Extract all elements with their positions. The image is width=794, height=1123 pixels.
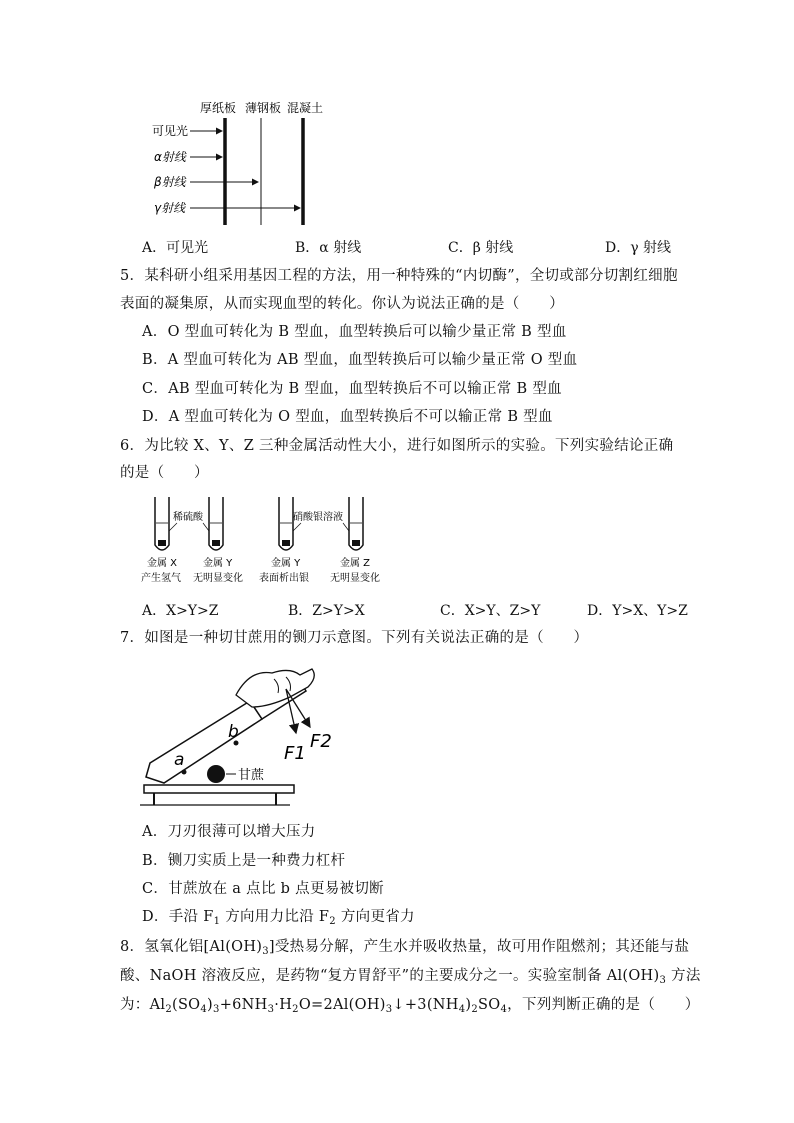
point-a [182, 770, 187, 775]
q5-option-d[interactable]: D．A 型血可转化为 O 型血，血型转换后不可以输正常 B 型血 [142, 409, 553, 425]
sugarcane-cutter-figure [140, 655, 340, 815]
ray-label-gamma: γ射线 [154, 201, 186, 215]
q4-option-a[interactable]: A．可见光 [142, 240, 209, 256]
caption-metal-z: 金属 Z [340, 558, 371, 569]
q6-option-d[interactable]: D．Y>X、Y>Z [587, 603, 688, 619]
q5-stem-line1: 5．某科研小组采用基因工程的方法，用一种特殊的“内切酶”，全切或部分切割红细胞 [120, 268, 678, 284]
caption-metal-y2: 金属 Y [271, 558, 301, 569]
q4-option-d[interactable]: D．γ 射线 [605, 240, 672, 256]
q8-line1: 8．氢氧化铝$[Al(OH)_3]$受热易分解，产生水并吸收热量，故可用作阻燃剂；其还能与盐 [120, 939, 690, 957]
test-tube-y2 [279, 497, 293, 550]
q6-option-b[interactable]: B．Z>Y>X [288, 603, 365, 619]
q4-option-b[interactable]: B．α 射线 [295, 240, 362, 256]
ray-label-alpha: α射线 [154, 150, 186, 164]
q7-stem: 7．如图是一种切甘蔗用的铡刀示意图。下列有关说法正确的是（ ） [120, 630, 589, 646]
ray-label-beta: β射线 [154, 175, 186, 189]
force-f1-label: F1 [284, 743, 306, 764]
reagent-silver-nitrate: 硝酸银溶液 [293, 512, 343, 523]
hand-drawing [236, 669, 314, 707]
caption-result-y1: 无明显变化 [193, 573, 243, 584]
force-f2-label: F2 [310, 731, 332, 752]
q6-option-c[interactable]: C．X>Y、Z>Y [440, 603, 541, 619]
q5-option-c[interactable]: C．AB 型血可转化为 B 型血，血型转换后不可以输正常 B 型血 [142, 381, 562, 397]
header-cardboard: 厚纸板 [200, 101, 237, 115]
ray-label-visible: 可见光 [152, 124, 189, 138]
sugarcane-icon [207, 765, 225, 783]
sugarcane-label: 甘蔗 [238, 768, 265, 783]
q7-option-d[interactable]: D．手沿 $F_1$ 方向用力比沿 $F_2$ 方向更省力 [142, 909, 415, 927]
cutting-board [144, 785, 294, 793]
q7-option-a[interactable]: A．刀刃很薄可以增大压力 [142, 824, 316, 840]
label-a: a [174, 750, 185, 770]
radiation-penetration-figure [140, 95, 360, 230]
test-tube-x [155, 497, 169, 550]
q8-line2: 酸、NaOH 溶液反应，是药物“复方胃舒平”的主要成分之一。实验室制备 $Al(OH)_3$ 方法 [120, 968, 701, 986]
q5-option-a[interactable]: A．O 型血可转化为 B 型血，血型转换后可以输少量正常 B 型血 [142, 324, 567, 340]
caption-result-y2: 表面析出银 [259, 573, 309, 584]
header-steel: 薄钢板 [245, 101, 282, 115]
q6-stem-line1: 6．为比较 X、Y、Z 三种金属活动性大小，进行如图所示的实验。下列实验结论正确 [120, 438, 674, 454]
caption-metal-x: 金属 X [147, 558, 178, 569]
test-tube-z [349, 497, 363, 550]
caption-result-x: 产生氢气 [141, 573, 181, 584]
reagent-sulfuric-acid: 稀硫酸 [173, 512, 203, 523]
header-concrete: 混凝土 [287, 101, 324, 115]
test-tube-y1 [209, 497, 223, 550]
q5-option-b[interactable]: B．A 型血可转化为 AB 型血，血型转换后可以输少量正常 O 型血 [142, 352, 578, 368]
q7-option-c[interactable]: C．甘蔗放在 a 点比 b 点更易被切断 [142, 881, 384, 897]
q7-option-b[interactable]: B．铡刀实质上是一种费力杠杆 [142, 853, 346, 869]
label-b: b [228, 722, 239, 742]
q5-stem-line2: 表面的凝集原，从而实现血型的转化。你认为说法正确的是（ ） [120, 296, 564, 312]
caption-metal-y1: 金属 Y [203, 558, 233, 569]
q6-stem-line2: 的是（ ） [120, 465, 209, 481]
q4-option-c[interactable]: C．β 射线 [448, 240, 514, 256]
metal-activity-figure [135, 493, 385, 593]
caption-result-z: 无明显变化 [330, 573, 380, 584]
q8-line3: 为：$Al_2(SO_4)_3+6NH_3\cdot H_2O=2Al(OH)_3↓+3(NH_4)_2SO_4$，下列判断正确的是（ ） [120, 997, 700, 1015]
q6-option-a[interactable]: A．X>Y>Z [142, 603, 219, 619]
